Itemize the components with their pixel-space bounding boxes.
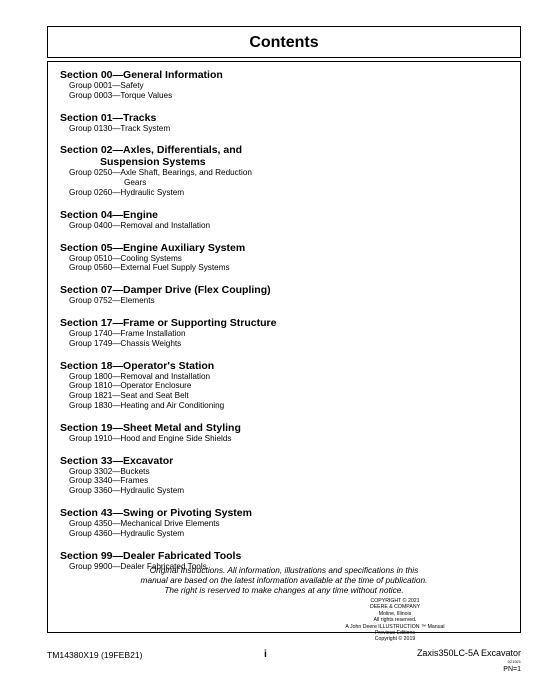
copyright-line: COPYRIGHT © 2021 <box>370 598 420 604</box>
section-title: Section 43—Swing or Pivoting System <box>60 506 252 519</box>
toc-section <box>60 144 500 197</box>
toc-group-item: Group 1910—Hood and Engine Side Shields <box>69 433 232 443</box>
toc-group-item: Group 1749—Chassis Weights <box>69 338 182 348</box>
copyright-line: Copyright © 2019 <box>374 636 416 643</box>
section-title: Section 00—General Information <box>60 69 223 81</box>
footer-page-number: i <box>264 648 267 660</box>
toc-section <box>60 242 500 274</box>
footer-date-code: 021921 <box>507 659 521 664</box>
toc-section <box>60 112 500 134</box>
toc-group-item: Group 1830—Heating and Air Conditioning <box>69 400 225 410</box>
toc-group-item: Group 0130—Track System <box>69 123 171 133</box>
toc-group-item: Group 4350—Mechanical Drive Elements <box>69 518 220 528</box>
contents-box <box>47 61 521 643</box>
original-instructions-notice <box>48 565 520 595</box>
page-title: Contents <box>249 34 319 51</box>
copyright-line: Previous Editions <box>374 630 416 637</box>
toc-group-item: Group 3360—Hydraulic System <box>69 486 185 496</box>
section-title: Section 02—Axles, Differentials, and Suspension Systems <box>60 144 243 169</box>
toc-group-item: Group 0250—Axle Shaft, Bearings, and Reduction Gears <box>69 168 252 188</box>
title-box <box>47 26 521 58</box>
footer-pn: PN=1 <box>503 666 521 673</box>
toc-group-item: Group 0001—Safety <box>69 81 144 90</box>
notice-line: manual are based on the latest information available at the time of publication. <box>140 575 428 585</box>
footer-tm-number: TM14380X19 (19FEB21) <box>47 650 143 660</box>
toc-group-item: Group 1740—Frame Installation <box>69 328 186 338</box>
section-title: Section 99—Dealer Fabricated Tools <box>60 549 242 562</box>
copyright-line: Moline, Illinois <box>378 610 412 617</box>
copyright-line: All rights reserved. <box>373 617 417 624</box>
section-title: Section 18—Operator's Station <box>60 359 215 372</box>
toc-group-item: Group 9900—Dealer Fabricated Tools <box>69 561 207 571</box>
section-title: Section 05—Engine Auxiliary System <box>60 241 246 254</box>
toc-section <box>60 209 500 231</box>
section-title: Section 33—Excavator <box>60 454 174 467</box>
section-title: Section 17—Frame or Supporting Structure <box>60 316 277 329</box>
table-of-contents <box>60 69 500 582</box>
section-title: Section 01—Tracks <box>60 111 157 124</box>
copyright-block <box>325 598 465 643</box>
notice-line: Original Instructions. All information, illustrations and specifications in this <box>149 565 419 575</box>
toc-group-item: Group 0560—External Fuel Supply Systems <box>69 263 230 273</box>
copyright-line: A John Deere ILLUSTRUCTION ™ Manual <box>345 623 445 630</box>
section-title: Section 07—Damper Drive (Flex Coupling) <box>60 284 271 297</box>
footer-model-name: Zaxis350LC-5A Excavator <box>416 648 521 658</box>
toc-section <box>60 284 500 306</box>
toc-group-item: Group 1821—Seat and Seat Belt <box>69 391 189 401</box>
toc-section <box>60 360 500 411</box>
toc-section <box>60 507 500 539</box>
toc-group-item: Group 3302—Buckets <box>69 466 150 476</box>
toc-section <box>60 69 500 101</box>
copyright-line: DEERE & COMPANY <box>369 604 421 611</box>
toc-group-item: Group 0400—Removal and Installation <box>69 220 211 230</box>
toc-section <box>60 422 500 444</box>
toc-group-item: Group 1800—Removal and Installation <box>69 371 211 381</box>
section-title: Section 19—Sheet Metal and Styling <box>60 421 241 434</box>
toc-group-item: Group 1810—Operator Enclosure <box>69 381 192 391</box>
toc-section <box>60 455 500 496</box>
toc-group-item: Group 0260—Hydraulic System <box>69 187 185 197</box>
toc-group-item: Group 0003—Torque Values <box>69 90 173 100</box>
toc-section <box>60 317 500 349</box>
toc-group-item: Group 0510—Cooling Systems <box>69 253 182 263</box>
section-title: Section 04—Engine <box>60 208 159 221</box>
toc-group-item: Group 0752—Elements <box>69 296 155 306</box>
toc-group-item: Group 3340—Frames <box>69 476 149 486</box>
toc-group-item: Group 4360—Hydraulic System <box>69 528 185 538</box>
notice-line: The right is reserved to make changes at any time without notice. <box>164 585 404 595</box>
